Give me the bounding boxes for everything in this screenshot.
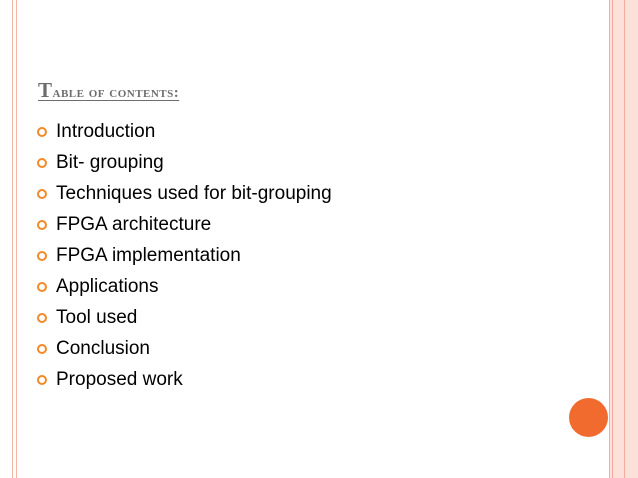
slide-title-rest: able of contents: [52, 85, 180, 101]
list-item-label: FPGA architecture [56, 213, 212, 235]
list-item [37, 333, 332, 364]
list-item [37, 271, 332, 302]
right-decor-line [609, 0, 610, 478]
list-item [37, 302, 332, 333]
bullet-icon [37, 282, 47, 292]
list-item-label: Proposed work [56, 368, 183, 390]
left-decor-line [16, 0, 17, 478]
right-decor-line [612, 0, 613, 478]
bullet-icon [37, 251, 47, 261]
list-item-label: Techniques used for bit-grouping [56, 182, 332, 204]
bullet-icon [37, 220, 47, 230]
list-item-label: FPGA implementation [56, 244, 241, 266]
list-item [37, 147, 332, 178]
right-decor-line [624, 0, 625, 478]
contents-list [37, 116, 332, 395]
left-decor-line [12, 0, 13, 478]
list-item [37, 364, 332, 395]
list-item-label: Applications [56, 275, 159, 297]
list-item [37, 116, 332, 147]
list-item-label: Conclusion [56, 337, 150, 359]
list-item-label: Introduction [56, 120, 156, 142]
list-item [37, 178, 332, 209]
bullet-icon [37, 344, 47, 354]
bullet-icon [37, 313, 47, 323]
list-item-label: Tool used [56, 306, 138, 328]
bullet-icon [37, 189, 47, 199]
bullet-icon [37, 158, 47, 168]
slide-title-initial: T [38, 78, 53, 102]
list-item-label: Bit- grouping [56, 151, 164, 173]
slide-title [38, 68, 179, 105]
bullet-icon [37, 127, 47, 137]
bullet-icon [37, 375, 47, 385]
list-item [37, 240, 332, 271]
list-item [37, 209, 332, 240]
orange-circle-icon [569, 398, 608, 437]
